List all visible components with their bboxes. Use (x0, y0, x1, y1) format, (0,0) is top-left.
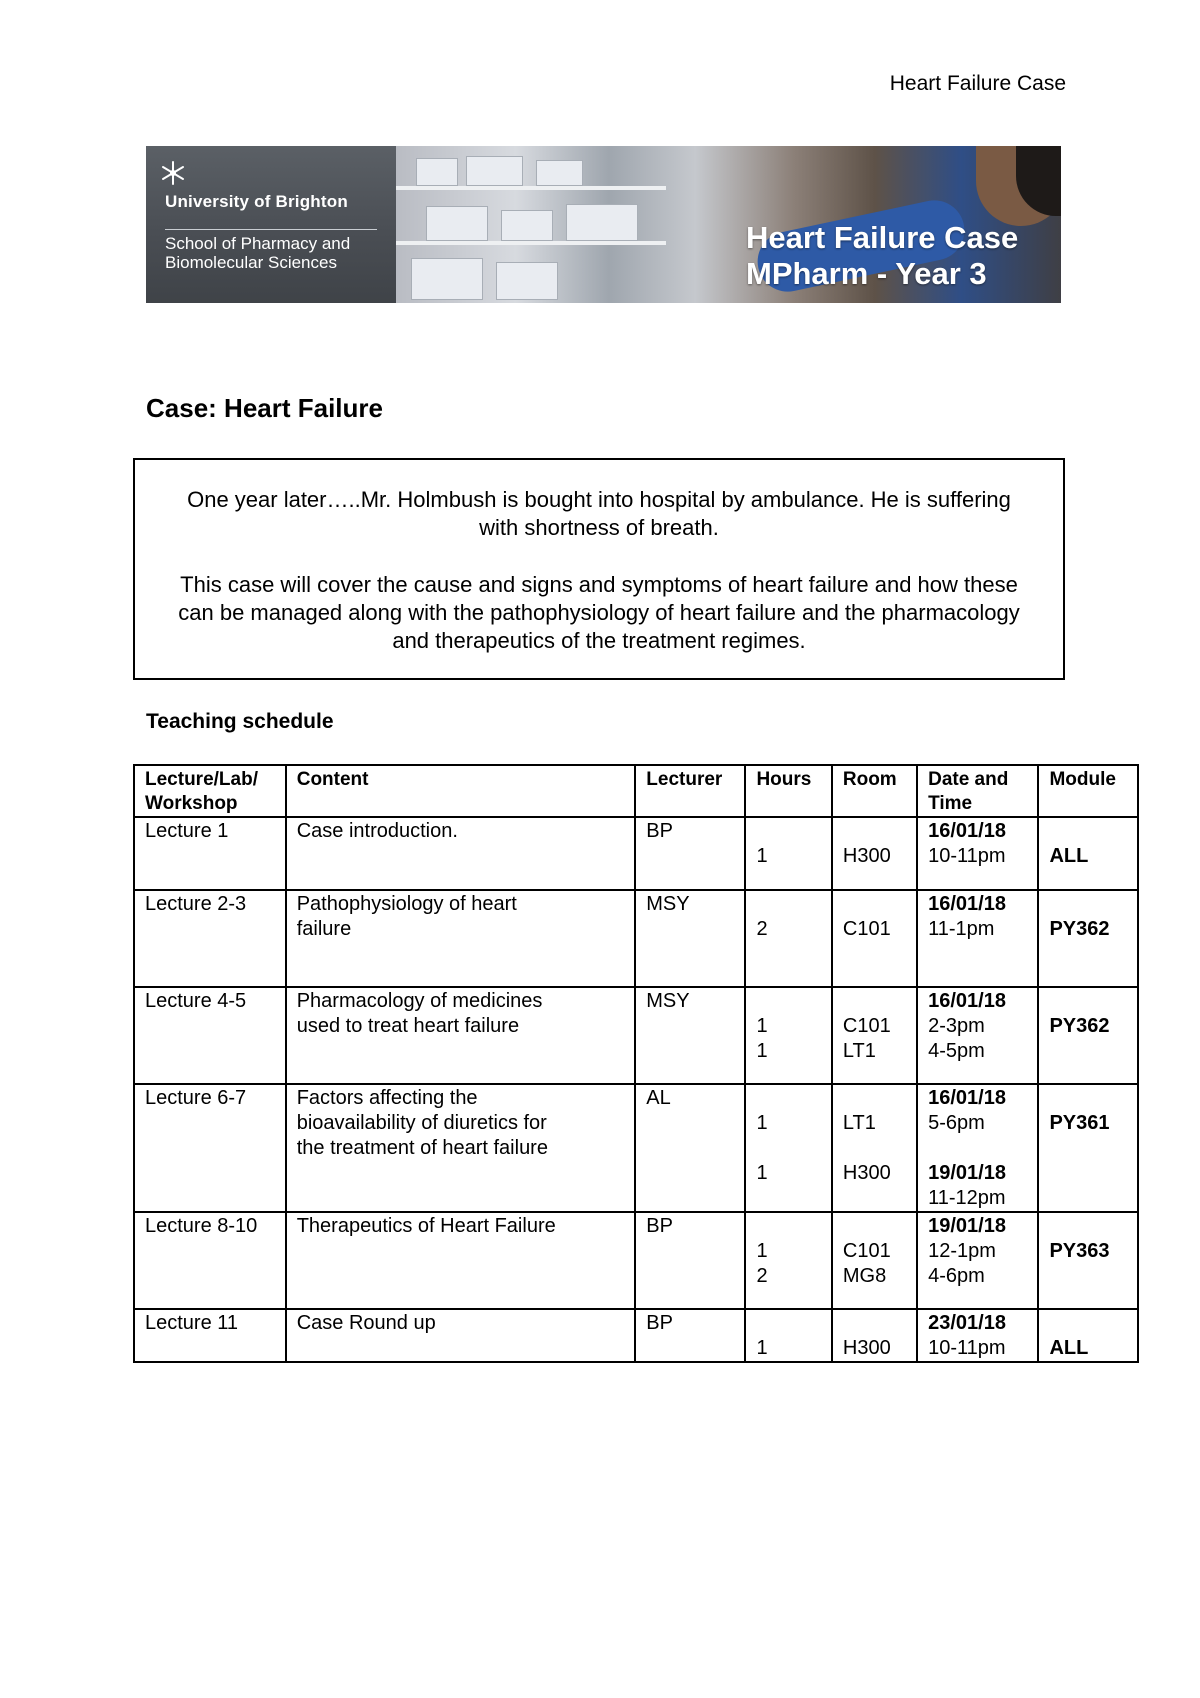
header-session: Lecture/Lab/ Workshop (134, 765, 286, 817)
header-content: Content (286, 765, 636, 817)
cell-hours: 2 (745, 890, 831, 987)
table-row (134, 987, 1138, 1084)
cell-module: PY361 (1038, 1084, 1138, 1212)
cell-module: PY362 (1038, 890, 1138, 987)
cell-module: ALL (1038, 817, 1138, 890)
cell-room: H300 (832, 817, 917, 890)
cell-hours: 1 1 (745, 987, 831, 1084)
school-name: School of Pharmacy and Biomolecular Sciences (165, 234, 351, 272)
cell-content: Pharmacology of medicines used to treat heart failure (286, 987, 636, 1084)
cell-datetime: 23/01/18 10-11pm (917, 1309, 1038, 1362)
cell-room: H300 (832, 1309, 917, 1362)
header-hours: Hours (745, 765, 831, 817)
cell-lecturer: BP (635, 1212, 745, 1309)
cell-session: Lecture 1 (134, 817, 286, 890)
cell-datetime: 16/01/18 5-6pm 19/01/18 11-12pm (917, 1084, 1038, 1212)
cell-lecturer: BP (635, 817, 745, 890)
table-row (134, 1309, 1138, 1362)
cell-module: PY363 (1038, 1212, 1138, 1309)
cell-room: LT1 H300 (832, 1084, 917, 1212)
schedule-heading: Teaching schedule (146, 710, 334, 733)
cell-hours: 1 (745, 1309, 831, 1362)
university-name: University of Brighton (165, 192, 348, 211)
cell-hours: 1 1 (745, 1084, 831, 1212)
cell-room: C101 (832, 890, 917, 987)
cell-session: Lecture 6-7 (134, 1084, 286, 1212)
cell-content: Pathophysiology of heart failure (286, 890, 636, 987)
intro-paragraph: This case will cover the cause and signs and symptoms of heart failure and how these can be managed along with the pathophysiology of heart failure and the pharmacology and therapeutics of the treatment regimes. (178, 572, 1020, 653)
cell-content: Case introduction. (286, 817, 636, 890)
cell-hours: 1 2 (745, 1212, 831, 1309)
table-row (134, 890, 1138, 987)
header-lecturer: Lecturer (635, 765, 745, 817)
cell-hours: 1 (745, 817, 831, 890)
cell-datetime: 16/01/18 11-1pm (917, 890, 1038, 987)
header-datetime: Date and Time (917, 765, 1038, 817)
cell-lecturer: MSY (635, 890, 745, 987)
cell-lecturer: MSY (635, 987, 745, 1084)
table-row (134, 1084, 1138, 1212)
cell-module: ALL (1038, 1309, 1138, 1362)
banner-brand-panel (146, 146, 396, 303)
banner-divider (165, 229, 377, 230)
cell-datetime: 16/01/18 2-3pm 4-5pm (917, 987, 1038, 1084)
banner-title: Heart Failure Case MPharm - Year 3 (746, 220, 1019, 291)
intro-paragraph: One year later…..Mr. Holmbush is bought into hospital by ambulance. He is suffering with shortness of breath. (187, 487, 1011, 540)
table-header-row (134, 765, 1138, 817)
teaching-schedule-table (133, 764, 1139, 1363)
case-intro-box (133, 458, 1065, 680)
cell-session: Lecture 2-3 (134, 890, 286, 987)
cell-module: PY362 (1038, 987, 1138, 1084)
banner (146, 146, 1061, 303)
cell-content: Factors affecting the bioavailability of diuretics for the treatment of heart failure (286, 1084, 636, 1212)
table-row (134, 1212, 1138, 1309)
cell-datetime: 19/01/18 12-1pm 4-6pm (917, 1212, 1038, 1309)
header-room: Room (832, 765, 917, 817)
header-module: Module (1038, 765, 1138, 817)
cell-content: Therapeutics of Heart Failure (286, 1212, 636, 1309)
cell-session: Lecture 4-5 (134, 987, 286, 1084)
cell-session: Lecture 8-10 (134, 1212, 286, 1309)
running-header: Heart Failure Case (889, 72, 1066, 95)
cell-lecturer: BP (635, 1309, 745, 1362)
case-heading: Case: Heart Failure (146, 393, 383, 423)
table-row (134, 817, 1138, 890)
cell-room: C101 LT1 (832, 987, 917, 1084)
cell-room: C101 MG8 (832, 1212, 917, 1309)
cell-session: Lecture 11 (134, 1309, 286, 1362)
cell-datetime: 16/01/18 10-11pm (917, 817, 1038, 890)
university-star-logo-icon (160, 160, 186, 186)
cell-content: Case Round up (286, 1309, 636, 1362)
cell-lecturer: AL (635, 1084, 745, 1212)
